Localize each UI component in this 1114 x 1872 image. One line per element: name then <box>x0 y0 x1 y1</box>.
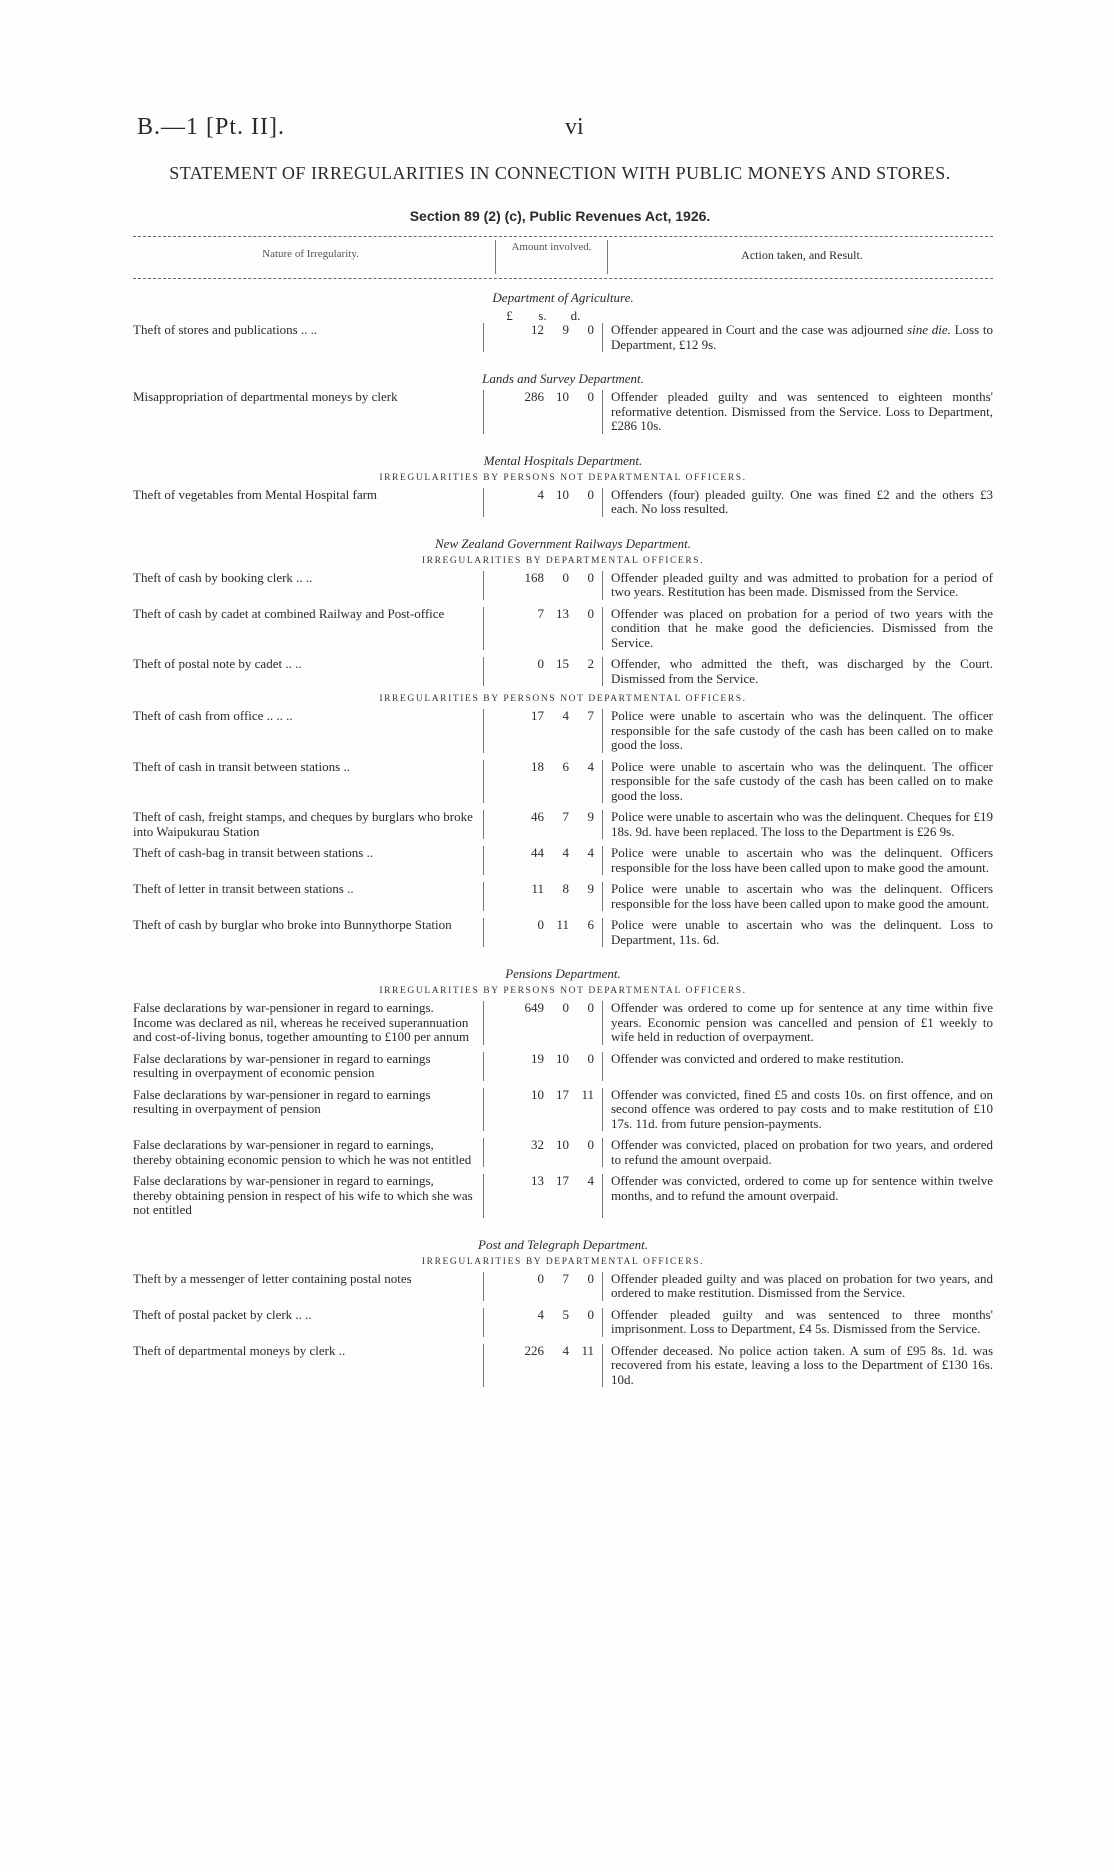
amount-pounds: 286 <box>524 389 544 404</box>
irregularity-nature: Theft of cash by cadet at combined Railway and Post-office <box>133 605 445 621</box>
irregularity-nature: Theft of postal packet by clerk .. .. <box>133 1306 312 1322</box>
amount-pence: 0 <box>587 389 594 404</box>
currency-unit-label: s. <box>538 308 547 323</box>
amount-involved <box>483 1308 603 1337</box>
currency-units-row <box>493 309 611 323</box>
action-text: Offender was ordered to come up for sentence at any time within five years. Economic pension was cancelled and pension of £1 weekly to wife held in reduction of overpayment. <box>611 1000 993 1044</box>
amount-pence: 0 <box>587 486 594 502</box>
amount-pounds: 4 <box>537 1306 544 1322</box>
amount-pence: 11 <box>581 1342 594 1358</box>
currency-unit-label: £ <box>506 308 513 323</box>
table-row <box>133 1088 993 1132</box>
amount-pence: 4 <box>587 1173 594 1188</box>
amount-shillings: 5 <box>562 1306 569 1322</box>
amount-involved <box>483 390 603 434</box>
action-taken <box>603 1174 993 1203</box>
amount-shillings: 9 <box>562 322 569 337</box>
irregularity-nature: False declarations by war-pensioner in regard to earnings resulting in overpayment of economic pension <box>133 1050 431 1080</box>
irregularity-nature: False declarations by war-pensioner in regard to earnings, thereby obtaining economic pension to which he was not entitled <box>133 1137 472 1167</box>
table-row <box>133 1344 993 1388</box>
amount-pounds: 168 <box>524 569 544 585</box>
irregularity-nature: Theft of cash by booking clerk .. .. <box>133 569 313 585</box>
amount-shillings: 10 <box>556 389 569 404</box>
action-taken <box>603 1344 993 1388</box>
amount-shillings: 6 <box>562 758 569 774</box>
action-text: Offender pleaded guilty and was sentenced to eighteen months' reformative detention. Dismissed from the Service. Loss to Department, £286 10s. <box>611 389 993 433</box>
irregularity-nature: Theft of cash in transit between stations .. <box>133 758 350 774</box>
irregularity-nature: Theft of stores and publications .. .. <box>133 322 318 337</box>
section-spacer <box>133 1225 993 1233</box>
table-row <box>133 571 993 600</box>
irregularity-nature: Theft of letter in transit between stations .. <box>133 881 354 896</box>
action-taken <box>603 1272 993 1301</box>
amount-pounds: 7 <box>537 605 544 621</box>
table-row <box>133 918 993 947</box>
irregularity-nature: Theft of cash from office .. .. .. <box>133 708 293 723</box>
irregularity-nature: False declarations by war-pensioner in regard to earnings resulting in overpayment of pension <box>133 1086 431 1116</box>
amount-pounds: 17 <box>531 708 544 723</box>
parliamentary-paper-reference: B.—1 [Pt. II]. <box>137 114 285 140</box>
table-column-headers <box>133 236 993 278</box>
table-row <box>133 846 993 875</box>
amount-involved <box>483 1088 603 1132</box>
action-taken <box>603 1088 993 1132</box>
amount-pounds: 44 <box>531 845 544 860</box>
amount-pence: 0 <box>587 569 594 585</box>
table-row <box>133 488 993 517</box>
amount-involved <box>483 882 603 911</box>
amount-pounds: 649 <box>524 1000 544 1015</box>
table-row <box>133 1001 993 1045</box>
amount-shillings: 10 <box>556 1050 569 1066</box>
column-header-amount: Amount involved. <box>511 241 592 253</box>
action-text-italic: sine die. <box>907 322 951 337</box>
section-spacer <box>133 359 993 367</box>
amount-shillings: 13 <box>556 605 569 621</box>
category-heading: IRREGULARITIES BY PERSONS NOT DEPARTMENTAL OFFICERS. <box>379 472 747 483</box>
amount-pence: 6 <box>587 917 594 932</box>
action-text: Police were unable to ascertain who was the delinquent. Officers responsible for the loss have been called upon to make good the amount. <box>611 881 993 911</box>
action-taken <box>603 882 993 911</box>
table-row <box>133 1308 993 1337</box>
amount-involved <box>483 760 603 804</box>
irregularity-nature: Theft by a messenger of letter containing postal notes <box>133 1270 412 1286</box>
amount-pounds: 0 <box>537 656 544 671</box>
department-heading: Lands and Survey Department. <box>482 371 644 386</box>
section-spacer <box>133 524 993 532</box>
section-spacer <box>133 441 993 449</box>
amount-involved <box>483 657 603 686</box>
action-text: Offender was convicted and ordered to make restitution. <box>611 1050 904 1066</box>
action-text: Offender pleaded guilty and was sentenced to three months' imprisonment. Loss to Department, £4 5s. Dismissed from the Service. <box>611 1306 993 1336</box>
amount-pence: 4 <box>587 845 594 860</box>
irregularity-nature: Theft of vegetables from Mental Hospital farm <box>133 486 378 502</box>
amount-involved <box>483 810 603 839</box>
amount-shillings: 8 <box>562 881 569 896</box>
irregularity-nature: Theft of cash by burglar who broke into Bunnythorpe Station <box>133 917 452 932</box>
column-header-nature: Nature of Irregularity. <box>262 248 359 260</box>
action-text: Police were unable to ascertain who was the delinquent. Loss to Department, 11s. 6d. <box>611 917 993 947</box>
department-heading: New Zealand Government Railways Department. <box>435 535 691 551</box>
amount-pence: 11 <box>581 1086 594 1102</box>
action-taken <box>603 810 993 839</box>
action-taken <box>603 1001 993 1045</box>
table-row <box>133 1138 993 1167</box>
amount-pounds: 46 <box>531 809 544 824</box>
action-text: Offender, who admitted the theft, was discharged by the Court. Dismissed from the Service. <box>611 656 993 686</box>
amount-shillings: 4 <box>562 845 569 860</box>
table-row <box>133 323 993 352</box>
amount-pounds: 0 <box>537 1270 544 1286</box>
amount-shillings: 7 <box>562 1270 569 1286</box>
amount-involved <box>483 846 603 875</box>
amount-shillings: 11 <box>556 917 569 932</box>
action-taken <box>603 390 993 434</box>
amount-involved <box>483 323 603 352</box>
amount-involved <box>483 1001 603 1045</box>
amount-shillings: 10 <box>556 486 569 502</box>
table-row <box>133 390 993 434</box>
action-taken <box>603 1052 993 1067</box>
department-heading: Pensions Department. <box>505 966 621 981</box>
page-number: vi <box>565 114 584 140</box>
amount-pence: 0 <box>587 1000 594 1015</box>
action-text: Loss to Department, £12 9s. <box>611 322 993 352</box>
header-bottom-rule <box>133 278 993 279</box>
action-taken <box>603 1308 993 1337</box>
amount-pounds: 11 <box>531 881 544 896</box>
action-text: Police were unable to ascertain who was the delinquent. Cheques for £19 18s. 9d. have been replaced. The loss to the Department is £26 9s. <box>611 809 993 839</box>
action-text: Offender was convicted, fined £5 and costs 10s. on first offence, and on second offence was ordered to pay costs and to make restitution of £10 17s. 11d. from future pension-payments. <box>611 1086 993 1131</box>
department-heading: Mental Hospitals Department. <box>483 452 643 468</box>
amount-pounds: 226 <box>524 1342 544 1358</box>
table-row <box>133 1272 993 1301</box>
amount-pounds: 19 <box>531 1050 544 1066</box>
amount-pounds: 0 <box>537 917 544 932</box>
amount-shillings: 4 <box>562 708 569 723</box>
action-text: Offender was convicted, placed on probation for two years, and ordered to refund the amount overpaid. <box>611 1137 993 1167</box>
header-divider <box>607 240 608 274</box>
irregularities-table <box>133 286 993 1402</box>
irregularity-nature: Theft of departmental moneys by clerk .. <box>133 1342 346 1358</box>
column-header-action: Action taken, and Result. <box>741 248 863 262</box>
table-row <box>133 810 993 839</box>
header-divider <box>495 240 496 274</box>
table-row <box>133 760 993 804</box>
irregularity-nature: Misappropriation of departmental moneys by clerk <box>133 389 398 404</box>
amount-pounds: 4 <box>537 486 544 502</box>
action-text: Offender was placed on probation for a period of two years with the condition that he make good the deficiencies. Dismissed from the Service. <box>611 605 993 650</box>
amount-pounds: 32 <box>531 1137 544 1152</box>
department-heading: Post and Telegraph Department. <box>478 1236 648 1252</box>
amount-pence: 0 <box>587 1270 594 1286</box>
amount-involved <box>483 1052 603 1081</box>
action-text: Offender deceased. No police action taken. A sum of £95 8s. 1d. was recovered from his estate, leaving a loss to the Department of £130 16s. 10d. <box>611 1342 993 1387</box>
irregularity-nature: False declarations by war-pensioner in regard to earnings. Income was declared as nil, whereas he received superannuation and cost-of-living bonus, together amounting to £100 per annum <box>133 1000 470 1044</box>
amount-pounds: 12 <box>531 322 544 337</box>
irregularity-nature: Theft of cash, freight stamps, and cheques by burglars who broke into Waipukurau Station <box>133 809 473 839</box>
category-heading: IRREGULARITIES BY DEPARTMENTAL OFFICERS. <box>421 555 705 566</box>
amount-involved <box>483 1138 603 1167</box>
irregularity-nature: False declarations by war-pensioner in regard to earnings, thereby obtaining pension in respect of his wife to which she was not entitled <box>133 1173 473 1217</box>
amount-shillings: 4 <box>562 1342 569 1358</box>
action-text: Offender was convicted, ordered to come up for sentence within twelve months, and to refund the amount overpaid. <box>611 1173 993 1203</box>
action-taken <box>603 846 993 875</box>
amount-involved <box>483 1272 603 1301</box>
statement-title: STATEMENT OF IRREGULARITIES IN CONNECTION WITH PUBLIC MONEYS AND STORES. <box>169 163 951 183</box>
header-top-rule <box>133 236 993 237</box>
action-text: Offenders (four) pleaded guilty. One was fined £2 and the others £3 each. No loss resulted. <box>611 486 993 516</box>
table-row <box>133 882 993 911</box>
amount-pence: 4 <box>587 758 594 774</box>
category-heading: IRREGULARITIES BY PERSONS NOT DEPARTMENTAL OFFICERS. <box>379 694 747 704</box>
amount-involved <box>483 709 603 753</box>
action-taken <box>603 323 993 352</box>
amount-pounds: 18 <box>531 758 544 774</box>
amount-involved <box>483 918 603 947</box>
action-text: Police were unable to ascertain who was the delinquent. The officer responsible for the safe custody of the cash has been called on to make good the loss. <box>611 758 993 803</box>
section-spacer <box>133 1394 993 1402</box>
action-text: Offender pleaded guilty and was admitted to probation for a period of two years. Restitution has been made. Dismissed from the Service. <box>611 569 993 599</box>
amount-involved <box>483 1344 603 1388</box>
action-taken <box>603 607 993 651</box>
irregularity-nature: Theft of cash-bag in transit between stations .. <box>133 845 374 860</box>
amount-pounds: 10 <box>531 1086 544 1102</box>
table-row <box>133 657 993 686</box>
table-row <box>133 709 993 753</box>
amount-pence: 9 <box>587 809 594 824</box>
amount-shillings: 17 <box>556 1086 569 1102</box>
department-heading: Department of Agriculture. <box>492 290 634 305</box>
statement-subtitle: Section 89 (2) (c), Public Revenues Act, 1926. <box>409 208 711 224</box>
amount-pence: 7 <box>587 708 594 723</box>
action-taken <box>603 760 993 804</box>
action-text: Offender pleaded guilty and was placed on probation for two years, and ordered to make restitution. Dismissed from the Service. <box>611 1270 993 1300</box>
amount-shillings: 17 <box>556 1173 569 1188</box>
amount-pence: 0 <box>587 605 594 621</box>
irregularity-nature: Theft of postal note by cadet .. .. <box>133 656 302 671</box>
category-heading: IRREGULARITIES BY DEPARTMENTAL OFFICERS. <box>421 1256 705 1267</box>
amount-shillings: 0 <box>562 569 569 585</box>
action-text: Police were unable to ascertain who was the delinquent. The officer responsible for the safe custody of the cash has been called on to make good the loss. <box>611 708 993 752</box>
table-row <box>133 1174 993 1218</box>
amount-shillings: 15 <box>556 656 569 671</box>
category-heading: IRREGULARITIES BY PERSONS NOT DEPARTMENTAL OFFICERS. <box>379 986 747 996</box>
action-taken <box>603 918 993 947</box>
action-taken <box>603 571 993 600</box>
action-text: Police were unable to ascertain who was the delinquent. Officers responsible for the loss have been called upon to make good the amount. <box>611 845 993 875</box>
action-taken <box>603 709 993 753</box>
amount-shillings: 10 <box>556 1137 569 1152</box>
action-taken <box>603 1138 993 1167</box>
amount-pence: 0 <box>587 1137 594 1152</box>
currency-unit-label: d. <box>570 308 581 323</box>
table-row <box>133 607 993 651</box>
amount-involved <box>483 488 603 517</box>
action-taken <box>603 488 993 517</box>
amount-pence: 2 <box>587 656 594 671</box>
amount-pence: 0 <box>587 1050 594 1066</box>
amount-involved <box>483 571 603 600</box>
action-text: Offender appeared in Court and the case was adjourned <box>611 322 908 337</box>
amount-shillings: 7 <box>562 809 569 824</box>
amount-pence: 0 <box>587 322 594 337</box>
action-taken <box>603 657 993 686</box>
amount-involved <box>483 607 603 651</box>
amount-pounds: 13 <box>531 1173 544 1188</box>
amount-pence: 9 <box>587 881 594 896</box>
amount-shillings: 0 <box>562 1000 569 1015</box>
amount-involved <box>483 1174 603 1218</box>
section-spacer <box>133 954 993 962</box>
table-row <box>133 1052 993 1081</box>
amount-pence: 0 <box>587 1306 594 1322</box>
